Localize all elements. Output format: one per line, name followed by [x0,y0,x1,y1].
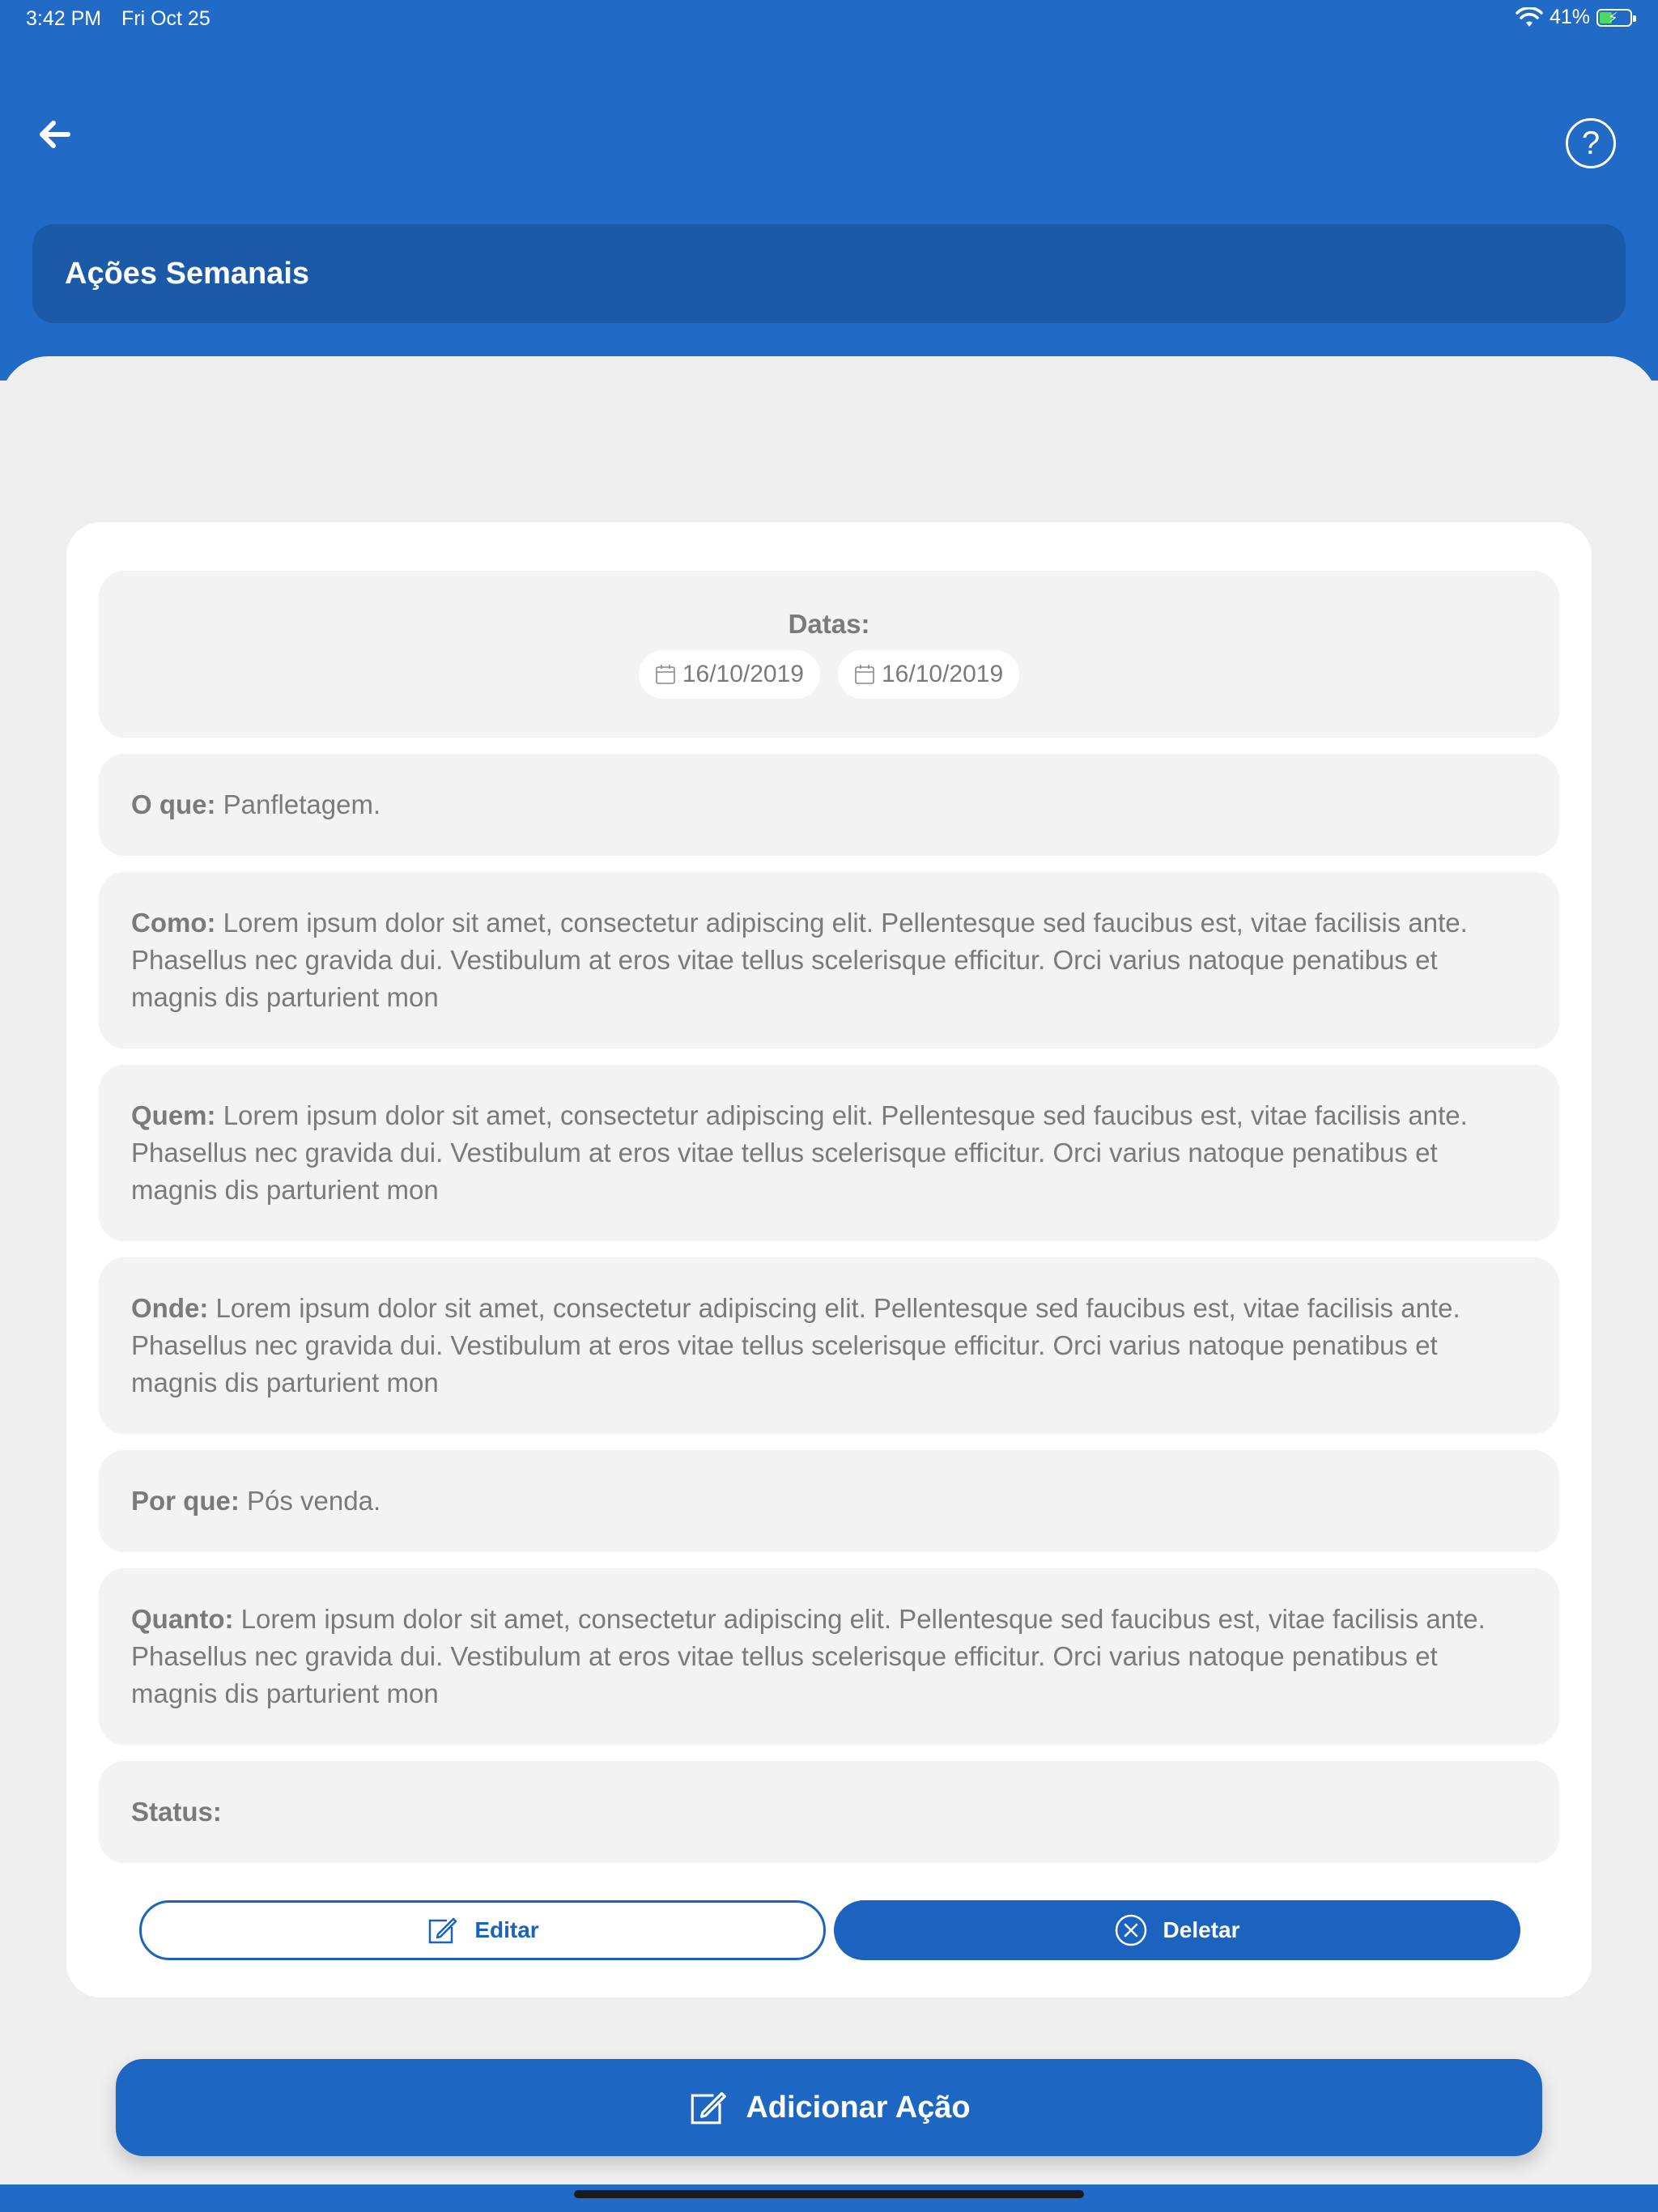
field-quem [99,1065,1559,1241]
add-action-button[interactable] [116,2059,1542,2156]
date-pills [99,650,1559,699]
field-label: Quem: [131,1100,216,1130]
dates-section [99,571,1559,738]
field-value: Panfletagem. [223,789,381,819]
card-actions [139,1900,1520,1960]
edit-icon [426,1914,458,1946]
field-label: Quanto: [131,1604,234,1634]
add-action-label: Adicionar Ação [746,2090,971,2125]
edit-button-label: Editar [474,1917,539,1942]
field-onde [99,1257,1559,1434]
charging-icon: ⚡ [1608,9,1618,26]
title-bar [32,224,1626,323]
back-arrow-icon[interactable] [32,112,78,157]
status-bar [0,0,1658,39]
start-date-pill[interactable] [639,650,820,699]
home-indicator[interactable] [574,2190,1084,2198]
delete-button[interactable] [834,1900,1520,1960]
field-quanto [99,1568,1559,1745]
close-circle-icon [1115,1914,1147,1946]
field-value: Lorem ipsum dolor sit amet, consectetur adipiscing elit. Pellentesque sed faucibus est, vitae facilisis ante. Phasellus nec gravida dui. Vestibulum at eros vitae tellus scelerisque efficitur. Orci varius natoque penatibus et magnis dis parturient mon [131,1293,1460,1397]
delete-button-label: Deletar [1163,1917,1240,1942]
field-value: Pós venda. [247,1486,381,1516]
field-value: Lorem ipsum dolor sit amet, consectetur adipiscing elit. Pellentesque sed faucibus est, vitae facilisis ante. Phasellus nec gravida dui. Vestibulum at eros vitae tellus scelerisque efficitur. Orci varius natoque penatibus et magnis dis parturient mon [131,1604,1486,1708]
header [0,0,1658,381]
end-date-pill[interactable] [838,650,1019,699]
field-label: O que: [131,789,216,819]
field-value: Lorem ipsum dolor sit amet, consectetur adipiscing elit. Pellentesque sed faucibus est, vitae facilisis ante. Phasellus nec gravida dui. Vestibulum at eros vitae tellus scelerisque efficitur. Orci varius natoque penatibus et magnis dis parturient mon [131,908,1468,1012]
battery-percent: 41% [1549,6,1590,28]
start-date: 16/10/2019 [682,661,804,687]
field-label: Status: [131,1797,222,1827]
field-o-que [99,754,1559,856]
status-time: 3:42 PM [26,7,102,30]
page-title: Ações Semanais [65,257,310,291]
calendar-icon [854,664,875,685]
edit-button[interactable] [139,1900,826,1960]
field-label: Onde: [131,1293,209,1323]
status-right [1516,6,1632,29]
dates-label: Datas: [788,609,870,639]
field-status [99,1761,1559,1863]
edit-icon [687,2087,728,2128]
field-label: Como: [131,908,216,938]
bottom-strip [0,2184,1658,2212]
field-label: Por que: [131,1486,240,1516]
field-como [99,872,1559,1049]
status-date: Fri Oct 25 [121,7,210,30]
wifi-icon [1516,7,1543,28]
calendar-icon [655,664,676,685]
help-icon[interactable]: ? [1566,118,1616,168]
field-value: Lorem ipsum dolor sit amet, consectetur adipiscing elit. Pellentesque sed faucibus est, vitae facilisis ante. Phasellus nec gravida dui. Vestibulum at eros vitae tellus scelerisque efficitur. Orci varius natoque penatibus et magnis dis parturient mon [131,1100,1468,1205]
action-card [66,522,1592,1997]
battery-icon [1596,9,1632,27]
end-date: 16/10/2019 [882,661,1004,687]
field-por-que [99,1450,1559,1552]
